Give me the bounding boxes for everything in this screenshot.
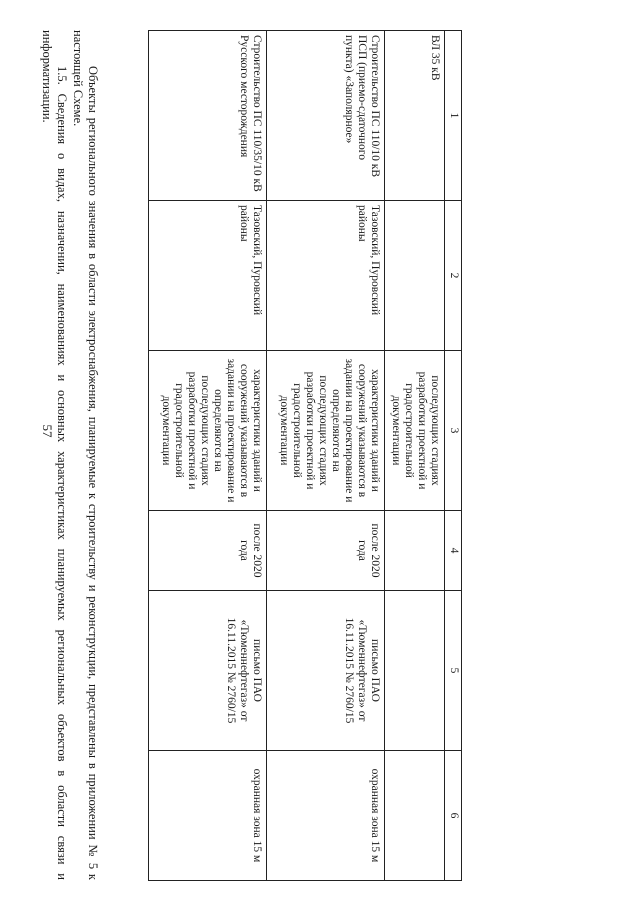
table-row (149, 31, 267, 881)
table-header-cell: 2 (445, 201, 462, 351)
table-cell-object: ВЛ 35 кВ (385, 31, 445, 201)
table-header-cell: 1 (445, 31, 462, 201)
page-number: 57 (40, 424, 55, 438)
table-cell-object: Строительство ПС 110/10 кВ ПСП (приемо-сдаточного пункта) «Заполярное» (267, 31, 385, 201)
table-cell-characteristics: характеристики зданий и сооружений указываются в задании на проектирование и определяются на последующих стадиях разработки проектной и градостроительной документации (267, 351, 385, 511)
table-cell-period: после 2020 года (267, 511, 385, 591)
table-cell-zone: охранная зона 15 м (149, 751, 267, 881)
table-cell-zone: охранная зона 15 м (267, 751, 385, 881)
table-cell-characteristics: последующих стадиях разработки проектной и градостроительной документации (385, 351, 445, 511)
table-row (267, 31, 385, 881)
paragraph-electricity-objects: Объекты регионального значения в области электроснабжения, планируемые к строительству и реконструкции, представлены в приложении № 5 к настоящей Схеме. (71, 30, 100, 880)
table-cell-zone (385, 751, 445, 881)
table-cell-location: Тазовский, Пуровский районы (149, 201, 267, 351)
table-cell-location (385, 201, 445, 351)
table-header-cell: 5 (445, 591, 462, 751)
table-cell-location: Тазовский, Пуровский районы (267, 201, 385, 351)
table-header-row (445, 31, 462, 881)
table-cell-basis: письмо ПАО «Тюменнефтегаз» от 16.11.2015 № 2760/15 (149, 591, 267, 751)
table-cell-basis (385, 591, 445, 751)
table-cell-basis: письмо ПАО «Тюменнефтегаз» от 16.11.2015 № 2760/15 (267, 591, 385, 751)
rotated-content (22, 20, 462, 885)
table-row (385, 31, 445, 881)
table-cell-object: Строительство ПС 110/35/10 кВ Русского месторождения (149, 31, 267, 201)
table-header-cell: 6 (445, 751, 462, 881)
objects-table (148, 30, 462, 881)
table-cell-period: после 2020 года (149, 511, 267, 591)
table-header-cell: 4 (445, 511, 462, 591)
paragraph-section-1-5: 1.5. Сведения о видах, назначении, наименованиях и основных характеристиках планируемых региональных объектов в области связи и информатизации. (40, 30, 69, 880)
table-cell-characteristics: характеристики зданий и сооружений указываются в задании на проектирование и определяются на последующих стадиях разработки проектной и градостроительной документации (149, 351, 267, 511)
table-header-cell: 3 (445, 351, 462, 511)
table-cell-period (385, 511, 445, 591)
